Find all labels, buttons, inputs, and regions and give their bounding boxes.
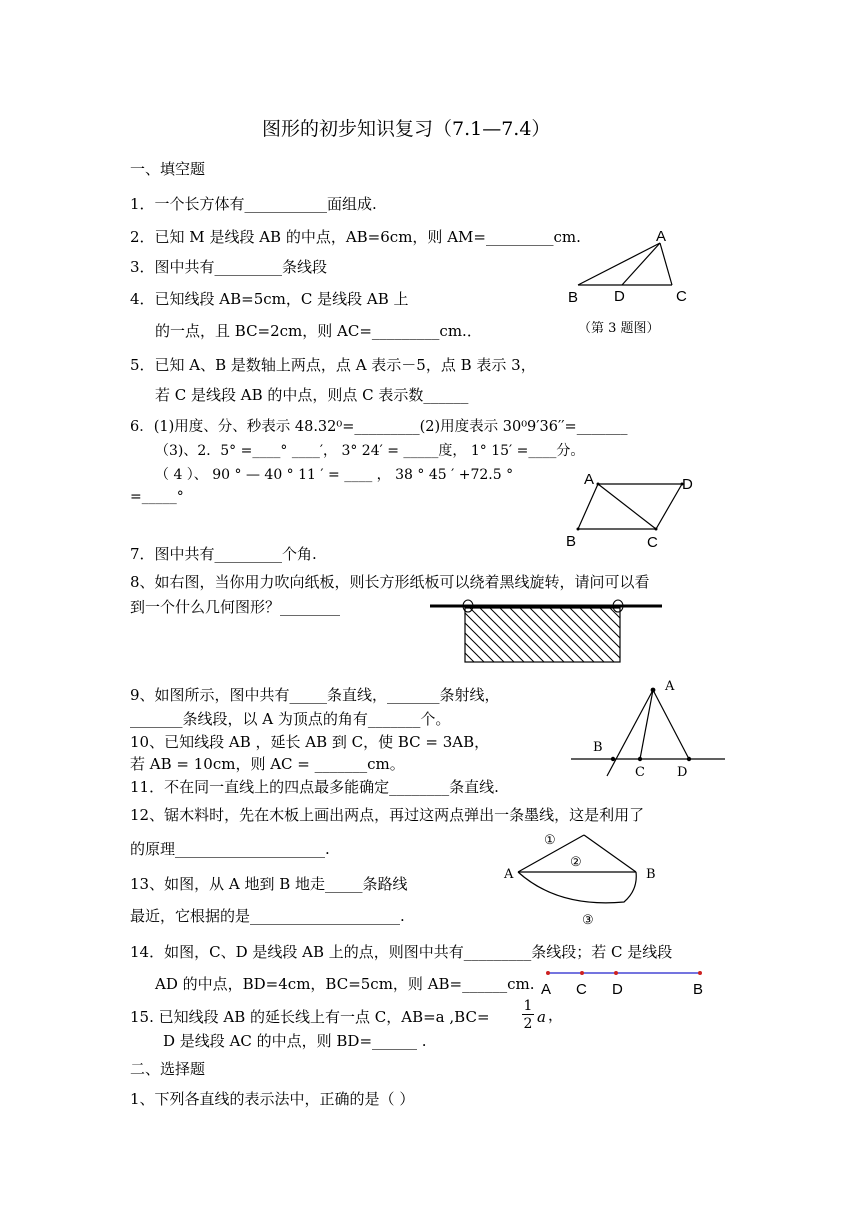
fraction-variable: a	[537, 1008, 546, 1026]
label-D: D	[614, 288, 625, 305]
section-choice: 二、选择题	[130, 1060, 206, 1078]
fraction-denominator: 2	[523, 1016, 533, 1032]
label-A: A	[665, 679, 675, 694]
question-1: 1．一个长方体有___________面组成.	[130, 195, 377, 213]
label-C: C	[576, 981, 587, 998]
page-title: 图形的初步知识复习（7.1—7.4）	[262, 118, 551, 140]
route-2-label: ②	[570, 855, 582, 870]
question-13-line1: 13、如图，从 A 地到 B 地走_____条路线	[130, 875, 408, 893]
label-C: C	[676, 288, 687, 305]
question-10-line1: 10、已知线段 AB ，延长 AB 到 C，使 BC = 3AB，	[130, 733, 490, 751]
question-7: 7．图中共有_________个角.	[130, 545, 317, 563]
question-11: 11．不在同一直线上的四点最多能确定________条直线.	[130, 778, 499, 796]
question-14-line2: AD 的中点，BD=4cm，BC=5cm，则 AB=______cm.	[155, 975, 535, 993]
question-14-line1: 14．如图，C、D 是线段 AB 上的点，则图中共有_________条线段；若 C 是线段	[130, 943, 673, 961]
question-8-line2: 到一个什么几何图形？________	[130, 598, 341, 616]
figure-question-8	[428, 596, 668, 666]
question-15-line1: 15. 已知线段 AB 的延长线上有一点 C，AB=a ,BC=	[130, 1008, 490, 1026]
label-B: B	[646, 867, 656, 882]
question-6-line1: 6．(1)用度、分、秒表示 48.32⁰=_________(2)用度表示 30⁰9′36′′=_______	[130, 419, 628, 435]
label-D: D	[612, 981, 623, 998]
label-D: D	[677, 765, 688, 780]
question-3: 3．图中共有_________条线段	[130, 258, 328, 276]
question-15-comma: ，	[548, 1006, 564, 1024]
label-D: D	[682, 476, 693, 493]
figure-caption: （第 3 题图）	[578, 321, 660, 336]
question-6-line3: （ 4 ）、 90 ° — 40 ° 11 ′ = ____ ， 38 ° 45 ′ +72.5 °	[155, 467, 514, 483]
question-6-line4: =_____°	[130, 489, 184, 505]
route-1-label: ①	[544, 833, 556, 848]
question-8-line1: 8、如右图，当你用力吹向纸板，则长方形纸板可以绕着黑线旋转，请问可以看	[130, 573, 650, 591]
question-2: 2．已知 M 是线段 AB 的中点，AB=6cm，则 AM=_________cm.	[130, 228, 581, 246]
label-B: B	[693, 981, 704, 998]
figure-question-14	[536, 960, 716, 1000]
label-B: B	[566, 533, 577, 550]
figure-question-7	[560, 470, 710, 552]
label-A: A	[584, 471, 595, 488]
route-3-label: ③	[582, 913, 594, 928]
choice-question-1: 1、下列各直线的表示法中，正确的是（ ）	[130, 1090, 415, 1108]
label-A: A	[541, 981, 552, 998]
label-C: C	[647, 534, 658, 551]
label-C: C	[635, 765, 645, 780]
figure-question-9	[565, 670, 735, 782]
question-9-line2: _______条线段，以 A 为顶点的角有_______个。	[130, 710, 451, 728]
label-A: A	[656, 228, 667, 245]
figure-question-13	[498, 828, 668, 928]
figure-question-3	[560, 225, 710, 345]
fraction-numerator: 1	[523, 998, 533, 1014]
question-12-line1: 12、锯木料时，先在木板上画出两点，再过这两点弹出一条墨线，这是利用了	[130, 806, 645, 824]
question-12-line2: 的原理____________________.	[130, 840, 330, 858]
question-4-line2: 的一点，且 BC=2cm，则 AC=_________cm.．	[155, 322, 482, 340]
question-5-line1: 5．已知 A、B 是数轴上两点，点 A 表示－5，点 B 表示 3，	[130, 356, 536, 374]
question-9-line1: 9、如图所示，图中共有_____条直线，_______条射线，	[130, 686, 500, 704]
section-fill-in: 一、填空题	[130, 160, 206, 178]
label-B: B	[593, 740, 603, 755]
question-13-line2: 最近，它根据的是____________________.	[130, 907, 405, 925]
question-4-line1: 4．已知线段 AB=5cm，C 是线段 AB 上	[130, 290, 409, 308]
label-A: A	[504, 867, 514, 882]
question-15-line2: D 是线段 AC 的中点，则 BD=______ .	[163, 1032, 427, 1050]
question-6-line2: （3)、2．5° =____° ____′， 3° 24′ = _____度， 1° 15′ =____分。	[155, 443, 585, 459]
label-B: B	[568, 289, 579, 306]
question-10-line2: 若 AB = 10cm，则 AC = _______cm。	[130, 755, 405, 773]
question-5-line2: 若 C 是线段 AB 的中点，则点 C 表示数______	[155, 386, 469, 404]
